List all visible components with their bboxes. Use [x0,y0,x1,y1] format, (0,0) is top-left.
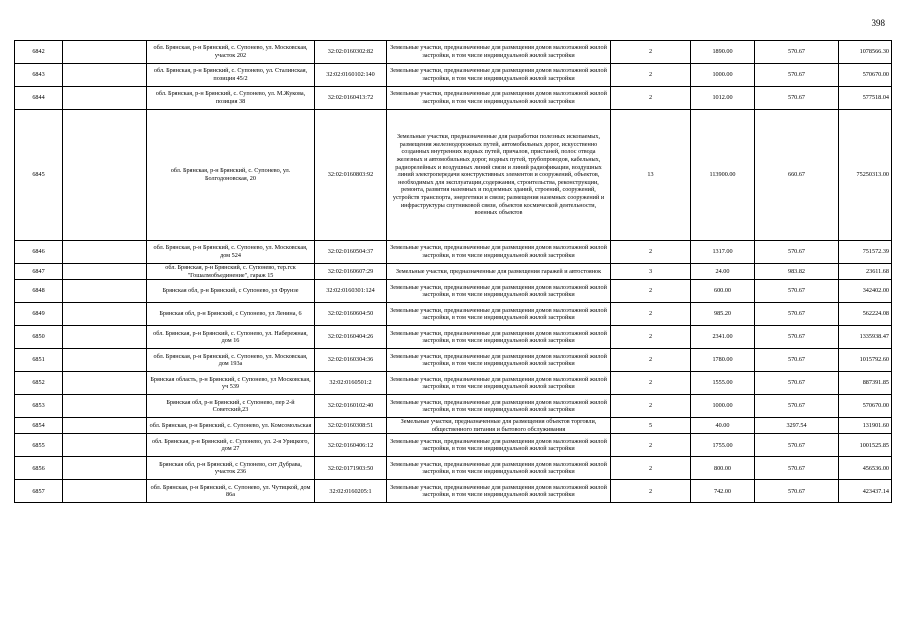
row-number: 6857 [15,480,63,503]
area-cell: 113900.00 [691,110,755,241]
row-number: 6847 [15,264,63,280]
row-number: 6849 [15,303,63,326]
permitted-use-cell: Земельные участки, предназначенные для размещения домов малоэтажной жилой застройки, в том числе индивидуальной жилой застройки [387,349,611,372]
specific-value-cell: 570.67 [755,349,839,372]
cadastral-value-cell: 1078566.30 [839,41,892,64]
permitted-use-cell: Земельные участки, предназначенные для размещения домов малоэтажной жилой застройки, в том числе индивидуальной жилой застройки [387,457,611,480]
address-cell: обл. Брянская, р-н Брянский, с. Супонево, тер.гск "Гошалмобъединение", гараж 15 [147,264,315,280]
area-cell: 1000.00 [691,64,755,87]
blank-cell [63,326,147,349]
category-cell: 2 [611,349,691,372]
cadastral-number-cell: 32:02:0160301:124 [315,280,387,303]
address-cell: обл. Брянская, р-н Брянский, с. Супонево, ул. Чутицкой, дом 86а [147,480,315,503]
specific-value-cell: 570.67 [755,434,839,457]
blank-cell [63,457,147,480]
specific-value-cell: 570.67 [755,41,839,64]
permitted-use-cell: Земельные участки, предназначенные для разработки полезных ископаемых, размещения железнодорожных путей, автомобильных дорог, искусственно созданных внутренних водных путей, причалов, пристаней, полос отвода железных и автомобильных дорог, водных путей, трубопроводов, кабельных, радиорелейных и воздушных линий связи и линий радиофикации, воздушных линий электропередачи конструктивных элементов и сооружений, объектов, необходимых для эксплуатации,содержания, строительства, реконструкции, ремонта, развития наземных и подземных зданий, строений, сооружений, устройств транспорта, энергетики и связи; размещения наземных сооружений и инфраструктуры спутниковой связи, объектов космической деятельности, военных объектов [387,110,611,241]
category-cell: 2 [611,41,691,64]
blank-cell [63,418,147,434]
cadastral-number-cell: 32:02:0160205:1 [315,480,387,503]
blank-cell [63,395,147,418]
blank-cell [63,41,147,64]
category-cell: 2 [611,434,691,457]
area-cell: 1890.00 [691,41,755,64]
table-row [15,457,892,480]
cadastral-number-cell: 32:02:0160604:50 [315,303,387,326]
category-cell: 5 [611,418,691,434]
blank-cell [63,87,147,110]
specific-value-cell: 570.67 [755,326,839,349]
specific-value-cell: 570.67 [755,480,839,503]
table-row [15,280,892,303]
row-number: 6842 [15,41,63,64]
specific-value-cell: 570.67 [755,87,839,110]
area-cell: 24.00 [691,264,755,280]
cadastral-number-cell: 32:02:0160308:51 [315,418,387,434]
address-cell: Брянская область, р-н Брянский, с Супонево, ул Московская, уч 539 [147,372,315,395]
cadastral-value-cell: 751572.39 [839,241,892,264]
row-number: 6854 [15,418,63,434]
row-number: 6853 [15,395,63,418]
blank-cell [63,480,147,503]
permitted-use-cell: Земельные участки, предназначенные для размещения домов малоэтажной жилой застройки, в том числе индивидуальной жилой застройки [387,280,611,303]
table-row [15,87,892,110]
cadastral-number-cell: 32:02:0160413:72 [315,87,387,110]
specific-value-cell: 570.67 [755,395,839,418]
cadastral-value-cell: 577518.04 [839,87,892,110]
cadastral-value-cell: 887391.85 [839,372,892,395]
table-row [15,372,892,395]
specific-value-cell: 570.67 [755,280,839,303]
row-number: 6846 [15,241,63,264]
address-cell: обл. Брянская, р-н Брянский, с. Супонево, ул. Набережная, дом 16 [147,326,315,349]
address-cell: Брянская обл, р-н Брянский, с Супонево, снт Дубрава, участок 236 [147,457,315,480]
area-cell: 1780.00 [691,349,755,372]
category-cell: 2 [611,303,691,326]
area-cell: 1755.00 [691,434,755,457]
cadastral-number-cell: 32:02:0160102:140 [315,64,387,87]
cadastral-value-cell: 1335938.47 [839,326,892,349]
cadastral-number-cell: 32:02:0160302:82 [315,41,387,64]
row-number: 6848 [15,280,63,303]
blank-cell [63,241,147,264]
blank-cell [63,303,147,326]
address-cell: обл. Брянская, р-н Брянский, с. Супонево, ул. М.Жукова, позиция 38 [147,87,315,110]
cadastral-value-cell: 423437.14 [839,480,892,503]
land-registry-table [14,40,892,503]
address-cell: обл. Брянская, р-н Брянский, с. Супонево, ул. Московская, участок 202 [147,41,315,64]
address-cell: обл. Брянская, р-н Брянский, с. Супонево, ул. Московская, дом 193а [147,349,315,372]
area-cell: 1012.00 [691,87,755,110]
table-row [15,418,892,434]
cadastral-number-cell: 32:02:0160404:26 [315,326,387,349]
table-row [15,395,892,418]
area-cell: 600.00 [691,280,755,303]
area-cell: 2341.00 [691,326,755,349]
cadastral-number-cell: 32:02:0160607:29 [315,264,387,280]
address-cell: обл. Брянская, р-н Брянский, с. Супонево, ул. Московская, дом 524 [147,241,315,264]
table-row [15,434,892,457]
address-cell: Брянская обл, р-н Брянский, с Супонево, ул Фрунзе [147,280,315,303]
area-cell: 1000.00 [691,395,755,418]
specific-value-cell: 570.67 [755,372,839,395]
category-cell: 2 [611,480,691,503]
row-number: 6855 [15,434,63,457]
address-cell: обл. Брянская, р-н Брянский, с. Супонево, ул. Сталинская, позиция 45/2 [147,64,315,87]
table-row [15,110,892,241]
cadastral-number-cell: 32:02:0160803:92 [315,110,387,241]
blank-cell [63,372,147,395]
specific-value-cell: 570.67 [755,303,839,326]
category-cell: 2 [611,241,691,264]
cadastral-number-cell: 32:02:0160406:12 [315,434,387,457]
table-row [15,264,892,280]
cadastral-number-cell: 32:02:0171903:50 [315,457,387,480]
blank-cell [63,264,147,280]
table-row [15,303,892,326]
cadastral-value-cell: 131901.60 [839,418,892,434]
permitted-use-cell: Земельные участки, предназначенные для размещения домов малоэтажной жилой застройки, в том числе индивидуальной жилой застройки [387,87,611,110]
address-cell: Брянская обл, р-н Брянский, с Супонево, пер 2-й Советский,23 [147,395,315,418]
area-cell: 40.00 [691,418,755,434]
row-number: 6852 [15,372,63,395]
row-number: 6856 [15,457,63,480]
cadastral-value-cell: 342402.00 [839,280,892,303]
blank-cell [63,349,147,372]
address-cell: обл. Брянская, р-н Брянский, с. Супонево, ул. 2-я Урицкого, дом 27 [147,434,315,457]
row-number: 6850 [15,326,63,349]
blank-cell [63,434,147,457]
cadastral-value-cell: 23611.68 [839,264,892,280]
cadastral-value-cell: 562224.08 [839,303,892,326]
permitted-use-cell: Земельные участки, предназначенные для размещения домов малоэтажной жилой застройки, в том числе индивидуальной жилой застройки [387,64,611,87]
category-cell: 2 [611,457,691,480]
cadastral-number-cell: 32:02:0160504:37 [315,241,387,264]
area-cell: 1555.00 [691,372,755,395]
permitted-use-cell: Земельные участки, предназначенные для размещения домов малоэтажной жилой застройки, в том числе индивидуальной жилой застройки [387,434,611,457]
table-row [15,480,892,503]
category-cell: 2 [611,395,691,418]
permitted-use-cell: Земельные участки, предназначенные для размещения объектов торговли, общественного питания и бытового обслуживания [387,418,611,434]
specific-value-cell: 570.67 [755,457,839,480]
cadastral-value-cell: 1015792.60 [839,349,892,372]
category-cell: 2 [611,64,691,87]
cadastral-number-cell: 32:02:0160102:40 [315,395,387,418]
address-cell: обл. Брянская, р-н Брянский, с. Супонево, ул. Комсомольская [147,418,315,434]
cadastral-value-cell: 570670.00 [839,64,892,87]
row-number: 6851 [15,349,63,372]
permitted-use-cell: Земельные участки, предназначенные для размещения домов малоэтажной жилой застройки, в том числе индивидуальной жилой застройки [387,395,611,418]
permitted-use-cell: Земельные участки, предназначенные для размещения гаражей и автостоянок [387,264,611,280]
specific-value-cell: 660.67 [755,110,839,241]
permitted-use-cell: Земельные участки, предназначенные для размещения домов малоэтажной жилой застройки, в том числе индивидуальной жилой застройки [387,480,611,503]
blank-cell [63,110,147,241]
table-row [15,326,892,349]
cadastral-value-cell: 1001525.85 [839,434,892,457]
blank-cell [63,280,147,303]
specific-value-cell: 570.67 [755,241,839,264]
specific-value-cell: 983.82 [755,264,839,280]
area-cell: 800.00 [691,457,755,480]
cadastral-value-cell: 75250313.00 [839,110,892,241]
blank-cell [63,64,147,87]
address-cell: обл. Брянская, р-н Брянский, с. Супонево, ул. Болгодоновская, 20 [147,110,315,241]
category-cell: 2 [611,372,691,395]
table-body [15,41,892,503]
area-cell: 742.00 [691,480,755,503]
row-number: 6844 [15,87,63,110]
table-row [15,41,892,64]
permitted-use-cell: Земельные участки, предназначенные для размещения домов малоэтажной жилой застройки, в том числе индивидуальной жилой застройки [387,326,611,349]
permitted-use-cell: Земельные участки, предназначенные для размещения домов малоэтажной жилой застройки, в том числе индивидуальной жилой застройки [387,372,611,395]
permitted-use-cell: Земельные участки, предназначенные для размещения домов малоэтажной жилой застройки, в том числе индивидуальной жилой застройки [387,303,611,326]
permitted-use-cell: Земельные участки, предназначенные для размещения домов малоэтажной жилой застройки, в том числе индивидуальной жилой застройки [387,241,611,264]
page-number: 398 [871,18,885,28]
table-row [15,64,892,87]
cadastral-number-cell: 32:02:0160304:36 [315,349,387,372]
category-cell: 2 [611,87,691,110]
address-cell: Брянская обл, р-н Брянский, с Супонево, ул Ленина, 6 [147,303,315,326]
category-cell: 3 [611,264,691,280]
table-row [15,349,892,372]
area-cell: 985.20 [691,303,755,326]
table-row [15,241,892,264]
category-cell: 2 [611,280,691,303]
category-cell: 2 [611,326,691,349]
area-cell: 1317.00 [691,241,755,264]
cadastral-number-cell: 32:02:0160501:2 [315,372,387,395]
row-number: 6845 [15,110,63,241]
specific-value-cell: 570.67 [755,64,839,87]
row-number: 6843 [15,64,63,87]
cadastral-value-cell: 456536.00 [839,457,892,480]
permitted-use-cell: Земельные участки, предназначенные для размещения домов малоэтажной жилой застройки, в том числе индивидуальной жилой застройки [387,41,611,64]
category-cell: 13 [611,110,691,241]
cadastral-value-cell: 570670.00 [839,395,892,418]
specific-value-cell: 3297.54 [755,418,839,434]
